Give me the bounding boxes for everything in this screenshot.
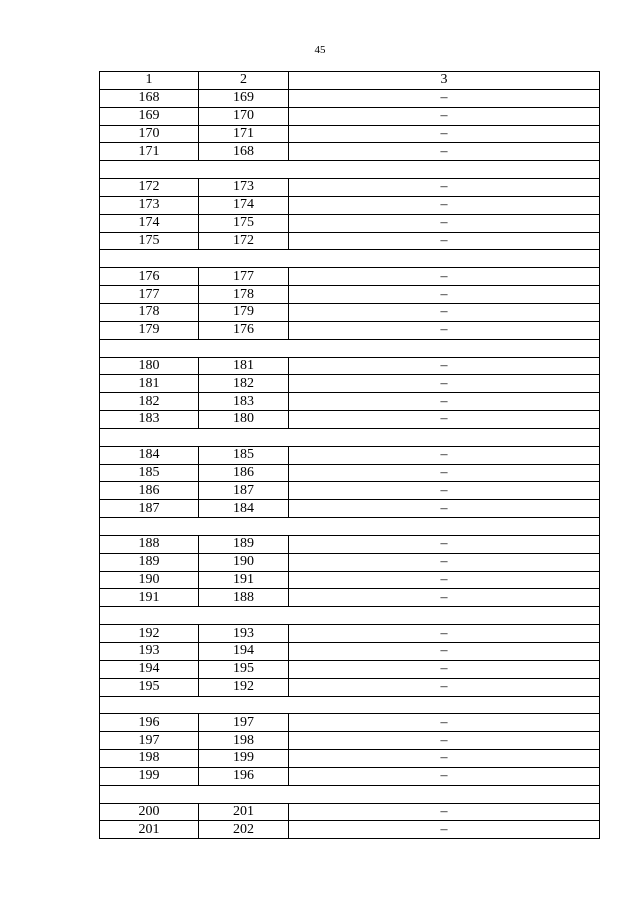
table-row	[100, 446, 600, 464]
table-cell-col1: 171	[100, 143, 199, 161]
table-cell-col3: –	[289, 625, 600, 643]
separator-cell	[100, 696, 600, 714]
table-row	[100, 732, 600, 750]
table-cell-col2: 179	[199, 303, 289, 321]
table-cell-col3: –	[289, 375, 600, 393]
table-cell-col3: –	[289, 464, 600, 482]
table-cell-col1: 184	[100, 446, 199, 464]
table-cell-col1: 175	[100, 232, 199, 250]
table-cell-col2: 169	[199, 89, 289, 107]
table-cell-col3: –	[289, 660, 600, 678]
table-cell-col3: –	[289, 750, 600, 768]
table-row	[100, 803, 600, 821]
table-cell-col2: 198	[199, 732, 289, 750]
table-cell-col2: 189	[199, 535, 289, 553]
table-row	[100, 393, 600, 411]
table-cell-col2: 186	[199, 464, 289, 482]
table-cell-col2: 192	[199, 678, 289, 696]
data-table	[99, 71, 600, 839]
table-cell-col2: 195	[199, 660, 289, 678]
table-row	[100, 464, 600, 482]
table-row	[100, 321, 600, 339]
group-separator-row	[100, 607, 600, 625]
table-cell-col2: 196	[199, 767, 289, 785]
table-row	[100, 660, 600, 678]
table-cell-col3: –	[289, 107, 600, 125]
table-cell-col3: –	[289, 196, 600, 214]
table-cell-col1: 201	[100, 821, 199, 839]
table-row	[100, 500, 600, 518]
table-cell-col1: 174	[100, 214, 199, 232]
table-cell-col1: 189	[100, 553, 199, 571]
table-cell-col1: 170	[100, 125, 199, 143]
table-row	[100, 571, 600, 589]
table-cell-col3: –	[289, 179, 600, 197]
table-cell-col3: –	[289, 125, 600, 143]
group-separator-row	[100, 428, 600, 446]
table-cell-col3: –	[289, 214, 600, 232]
table-cell-col1: 191	[100, 589, 199, 607]
header-cell-2: 2	[199, 72, 289, 90]
table-cell-col2: 180	[199, 411, 289, 429]
separator-cell	[100, 785, 600, 803]
table-cell-col2: 187	[199, 482, 289, 500]
table-cell-col3: –	[289, 232, 600, 250]
table-body	[100, 72, 600, 839]
group-separator-row	[100, 518, 600, 536]
table-row	[100, 107, 600, 125]
separator-cell	[100, 518, 600, 536]
table-cell-col3: –	[289, 803, 600, 821]
table-cell-col3: –	[289, 143, 600, 161]
group-separator-row	[100, 785, 600, 803]
table-row	[100, 714, 600, 732]
table-cell-col3: –	[289, 589, 600, 607]
table-cell-col2: 197	[199, 714, 289, 732]
table-row	[100, 196, 600, 214]
table-cell-col2: 184	[199, 500, 289, 518]
table-cell-col1: 181	[100, 375, 199, 393]
table-cell-col2: 175	[199, 214, 289, 232]
table-cell-col2: 188	[199, 589, 289, 607]
table-row	[100, 125, 600, 143]
table-row	[100, 286, 600, 304]
table-cell-col1: 200	[100, 803, 199, 821]
table-cell-col3: –	[289, 321, 600, 339]
table-cell-col1: 188	[100, 535, 199, 553]
header-row	[100, 72, 600, 90]
table-cell-col3: –	[289, 535, 600, 553]
table-cell-col3: –	[289, 714, 600, 732]
table-cell-col1: 195	[100, 678, 199, 696]
table-cell-col1: 173	[100, 196, 199, 214]
table-row	[100, 143, 600, 161]
table-cell-col1: 179	[100, 321, 199, 339]
table-cell-col3: –	[289, 732, 600, 750]
table-cell-col3: –	[289, 482, 600, 500]
table-row	[100, 589, 600, 607]
table-row	[100, 375, 600, 393]
table-cell-col1: 199	[100, 767, 199, 785]
group-separator-row	[100, 339, 600, 357]
table-row	[100, 303, 600, 321]
header-cell-3: 3	[289, 72, 600, 90]
table-cell-col2: 168	[199, 143, 289, 161]
table-cell-col1: 180	[100, 357, 199, 375]
table-cell-col2: 172	[199, 232, 289, 250]
table-cell-col1: 182	[100, 393, 199, 411]
table-cell-col1: 193	[100, 643, 199, 661]
table-cell-col1: 194	[100, 660, 199, 678]
table-cell-col2: 176	[199, 321, 289, 339]
table-cell-col3: –	[289, 678, 600, 696]
table-row	[100, 767, 600, 785]
table-cell-col2: 183	[199, 393, 289, 411]
table-cell-col1: 172	[100, 179, 199, 197]
table-cell-col2: 190	[199, 553, 289, 571]
table-cell-col1: 192	[100, 625, 199, 643]
table-cell-col2: 170	[199, 107, 289, 125]
table-cell-col2: 193	[199, 625, 289, 643]
table-row	[100, 232, 600, 250]
table-row	[100, 678, 600, 696]
table-cell-col2: 194	[199, 643, 289, 661]
table-cell-col2: 201	[199, 803, 289, 821]
table-cell-col1: 185	[100, 464, 199, 482]
table-row	[100, 214, 600, 232]
table-cell-col3: –	[289, 553, 600, 571]
table-cell-col3: –	[289, 303, 600, 321]
table-cell-col3: –	[289, 821, 600, 839]
table-cell-col1: 168	[100, 89, 199, 107]
table-cell-col2: 191	[199, 571, 289, 589]
table-cell-col1: 196	[100, 714, 199, 732]
table-row	[100, 357, 600, 375]
table-cell-col1: 198	[100, 750, 199, 768]
table-row	[100, 411, 600, 429]
table-cell-col1: 187	[100, 500, 199, 518]
table-row	[100, 625, 600, 643]
table-cell-col3: –	[289, 89, 600, 107]
table-cell-col1: 177	[100, 286, 199, 304]
table-cell-col2: 171	[199, 125, 289, 143]
table-cell-col3: –	[289, 411, 600, 429]
table-cell-col2: 199	[199, 750, 289, 768]
table-row	[100, 535, 600, 553]
table-cell-col2: 185	[199, 446, 289, 464]
page-number: 45	[314, 44, 326, 56]
separator-cell	[100, 250, 600, 268]
table-cell-col1: 176	[100, 268, 199, 286]
group-separator-row	[100, 250, 600, 268]
header-cell-1: 1	[100, 72, 199, 90]
table-row	[100, 821, 600, 839]
table-row	[100, 750, 600, 768]
table-cell-col1: 169	[100, 107, 199, 125]
table-row	[100, 643, 600, 661]
table-row	[100, 482, 600, 500]
table-row	[100, 268, 600, 286]
table-cell-col1: 183	[100, 411, 199, 429]
table-cell-col3: –	[289, 286, 600, 304]
table-row	[100, 553, 600, 571]
table-cell-col3: –	[289, 571, 600, 589]
group-separator-row	[100, 696, 600, 714]
separator-cell	[100, 428, 600, 446]
table-cell-col2: 181	[199, 357, 289, 375]
table-cell-col3: –	[289, 268, 600, 286]
table-cell-col2: 173	[199, 179, 289, 197]
table-cell-col3: –	[289, 393, 600, 411]
table-cell-col3: –	[289, 767, 600, 785]
table-cell-col1: 178	[100, 303, 199, 321]
table-row	[100, 89, 600, 107]
table-cell-col3: –	[289, 357, 600, 375]
group-separator-row	[100, 161, 600, 179]
table-cell-col2: 202	[199, 821, 289, 839]
table-cell-col2: 182	[199, 375, 289, 393]
table-cell-col2: 177	[199, 268, 289, 286]
separator-cell	[100, 161, 600, 179]
table-cell-col3: –	[289, 643, 600, 661]
table-cell-col2: 178	[199, 286, 289, 304]
separator-cell	[100, 339, 600, 357]
table-cell-col1: 190	[100, 571, 199, 589]
table-cell-col1: 197	[100, 732, 199, 750]
table-cell-col1: 186	[100, 482, 199, 500]
table-cell-col3: –	[289, 500, 600, 518]
table-cell-col3: –	[289, 446, 600, 464]
table-row	[100, 179, 600, 197]
separator-cell	[100, 607, 600, 625]
table-cell-col2: 174	[199, 196, 289, 214]
